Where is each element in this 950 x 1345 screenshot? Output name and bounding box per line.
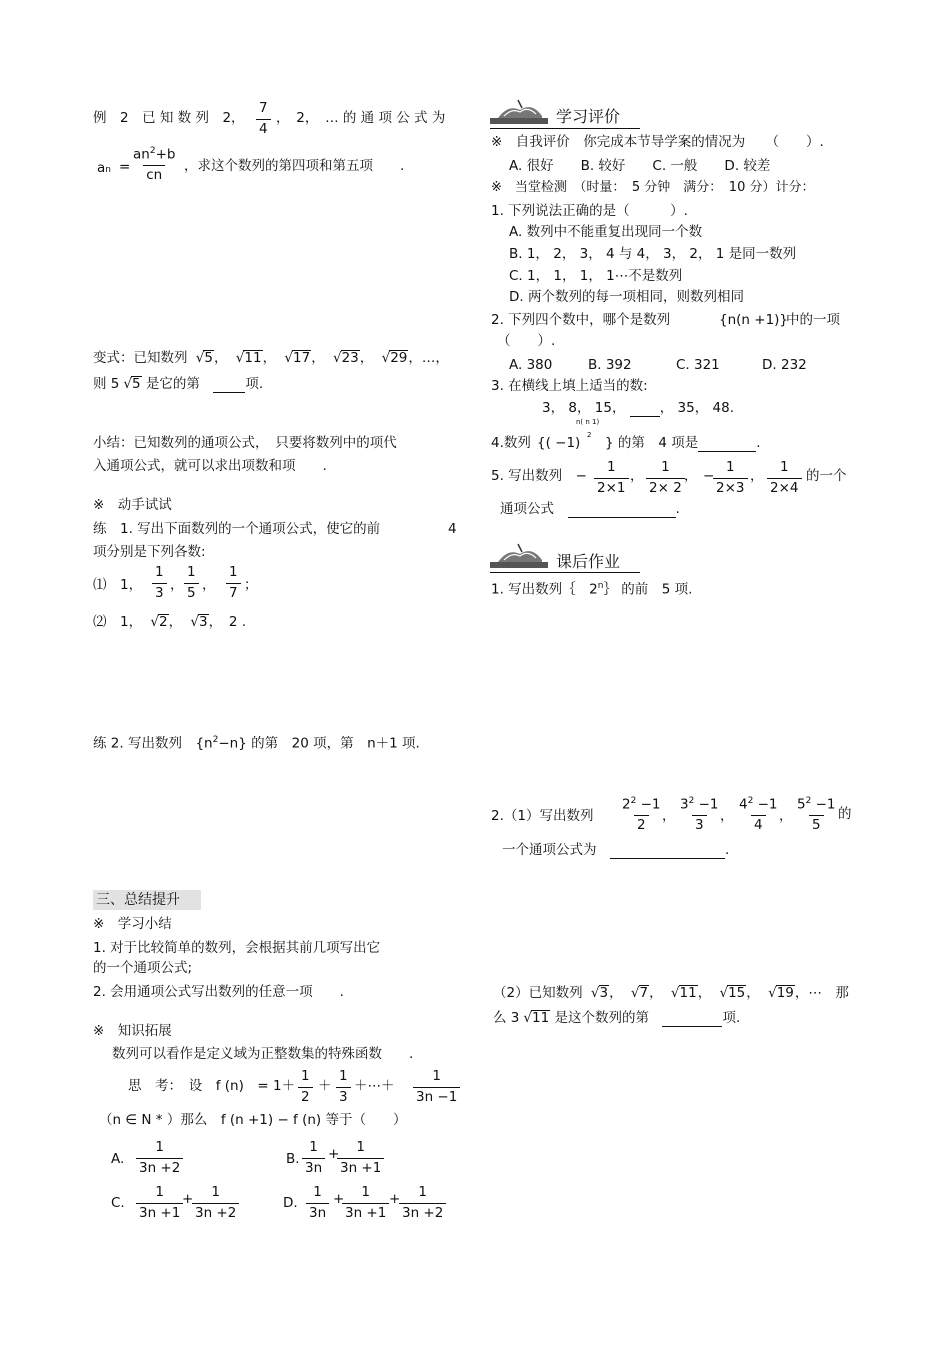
q1-option-a: A. 数列中不能重复出现同一个数	[509, 224, 703, 240]
summary-point-1b: 的一个通项公式;	[93, 960, 193, 976]
p1-frac-2: $\frac{1}{5}$	[184, 566, 199, 600]
q1-option-b: B. 1， 2， 3， 4 与 4， 3， 2， 1 是同一数列	[509, 246, 797, 262]
problem-2: ⑵ 1， √2， √3， 2 .	[93, 614, 247, 630]
hw2-frac-4: $\frac{5^2 -1}{5}$	[797, 796, 836, 833]
an-symbol: an	[97, 160, 111, 176]
homework-title: 课后作业	[556, 552, 621, 571]
book-icon	[490, 96, 548, 126]
q2-option-a: A. 380	[509, 357, 553, 373]
option-c-label: C.	[111, 1195, 125, 1211]
q5-frac-4: $\frac{1}{2\times 4}$	[767, 461, 802, 495]
evaluation-title: 学习评价	[556, 107, 621, 126]
q2-set: {n(n +1)}	[719, 312, 789, 328]
q1-option-c: C. 1， 1， 1， 1⋯不是数列	[509, 268, 683, 284]
q5-frac-1: $\frac{1}{2\times 1}$	[594, 461, 629, 495]
trial-line2: 项分别是下列各数:	[93, 544, 206, 560]
option-d-frac-2: $\frac{1}{3n +1}$	[342, 1186, 389, 1220]
self-evaluation: ※ 自我评价 你完成本节导学案的情况为 （ ）.	[491, 134, 824, 150]
q2-stem: 2. 下列四个数中，哪个是数列	[491, 312, 671, 328]
ex2-text-b: ， 2， … 的 通 项 公 式 为	[276, 110, 446, 126]
q2-paren: （ ）.	[497, 333, 556, 349]
summary-line2: 入通项公式，就可以求出项数和项 .	[93, 458, 327, 474]
q1-stem: 1. 下列说法正确的是（ ）.	[491, 203, 688, 219]
summary-point-2: 2. 会用通项公式写出数列的任意一项 .	[93, 984, 344, 1000]
p1-frac-3: $\frac{1}{7}$	[226, 566, 241, 600]
knowledge-heading: ※ 知识拓展	[93, 1023, 172, 1039]
ex2-fraction: $\frac{7}{4}$	[256, 102, 271, 136]
option-c-frac-2: $\frac{1}{3n +2}$	[192, 1186, 239, 1220]
variation-line2: 则 5 √5 是它的第 项.	[93, 376, 264, 392]
option-a-frac: $\frac{1}{3n +2}$	[136, 1141, 183, 1175]
q1-option-d: D. 两个数列的每一项相同，则数列相同	[509, 289, 744, 305]
q2-option-d: D. 232	[762, 357, 807, 373]
hw2-frac-1: $\frac{2^2 -1}{2}$	[622, 796, 661, 833]
quick-check: ※ 当堂检测 （时量： 5 分钟 满分： 10 分）计分：	[491, 180, 815, 195]
trial-line1: 练 1. 写出下面数列的一个通项公式，使它的前	[93, 521, 381, 537]
option-b-label: B.	[286, 1151, 300, 1167]
section-3-title: 三、总结提升	[96, 892, 180, 908]
summary-line1: 小结：已知数列的通项公式， 只要将数列中的项代	[93, 435, 397, 451]
equals: =	[119, 159, 131, 175]
evaluation-underline	[490, 128, 640, 129]
option-a-label: A.	[111, 1151, 125, 1167]
summary-point-1a: 1. 对于比较简单的数列，会根据其前几项写出它	[93, 940, 381, 956]
book-icon-2	[490, 540, 548, 570]
knowledge-text: 数列可以看作是定义域为正整数集的特殊函数 .	[112, 1046, 414, 1062]
exercise-2: 练 2. 写出数列 $\{n^2-n\}$ 的第 20 项，第 n＋1 项.	[93, 735, 420, 752]
variation-label: 变式：已知数列	[93, 350, 188, 366]
study-summary-heading: ※ 学习小结	[93, 916, 172, 932]
ex2-tail: ，求这个数列的第四项和第五项 .	[184, 158, 405, 174]
q2-option-c: C. 321	[676, 357, 720, 373]
self-evaluation-options: A. 很好 B. 较好 C. 一般 D. 较差	[509, 158, 771, 174]
think-condition: （n ∈ N * ）那么 f (n +1) − f (n) 等于（ ）	[99, 1112, 407, 1128]
q2-tail: 中的一项	[786, 312, 840, 328]
hw2-frac-2: $\frac{3^2 -1}{3}$	[680, 796, 719, 833]
think-frac-last: $\frac{1}{3n -1}$	[413, 1070, 460, 1104]
think-frac-half: $\frac{1}{2}$	[298, 1070, 313, 1104]
q2-option-b: B. 392	[588, 357, 632, 373]
option-d-frac-1: $\frac{1}{3n}$	[306, 1186, 329, 1220]
hw2-frac-3: $\frac{4^2 -1}{4}$	[739, 796, 778, 833]
q3-sequence: 3， 8， 15， ， 35， 48.	[542, 400, 734, 416]
option-b-frac-1: $\frac{1}{3n}$	[302, 1141, 325, 1175]
option-b-frac-2: $\frac{1}{3n +1}$	[337, 1141, 384, 1175]
homework-underline	[490, 572, 640, 573]
trial-heading: ※ 动手试试	[93, 497, 172, 513]
option-d-label: D.	[283, 1195, 298, 1211]
trial-line1-count: 4	[448, 521, 457, 537]
ex2-text-a: 例 2 已 知 数 列 2，	[93, 110, 245, 126]
q5-frac-3: $\frac{1}{2\times 3}$	[713, 461, 748, 495]
formula-fraction: $\frac{an^2+b}{cn}$	[133, 146, 176, 183]
think-frac-third: $\frac{1}{3}$	[336, 1070, 351, 1104]
p1-frac-1: $\frac{1}{3}$	[152, 566, 167, 600]
option-d-frac-3: $\frac{1}{3n +2}$	[399, 1186, 446, 1220]
homework-q1: 1. 写出数列｛ 2$^n$｝ 的前 5 项.	[491, 581, 693, 598]
q5-frac-2: $\frac{1}{2\times 2}$	[646, 461, 685, 495]
q3-stem: 3. 在横线上填上适当的数:	[491, 378, 648, 394]
option-c-frac-1: $\frac{1}{3n +1}$	[136, 1186, 183, 1220]
